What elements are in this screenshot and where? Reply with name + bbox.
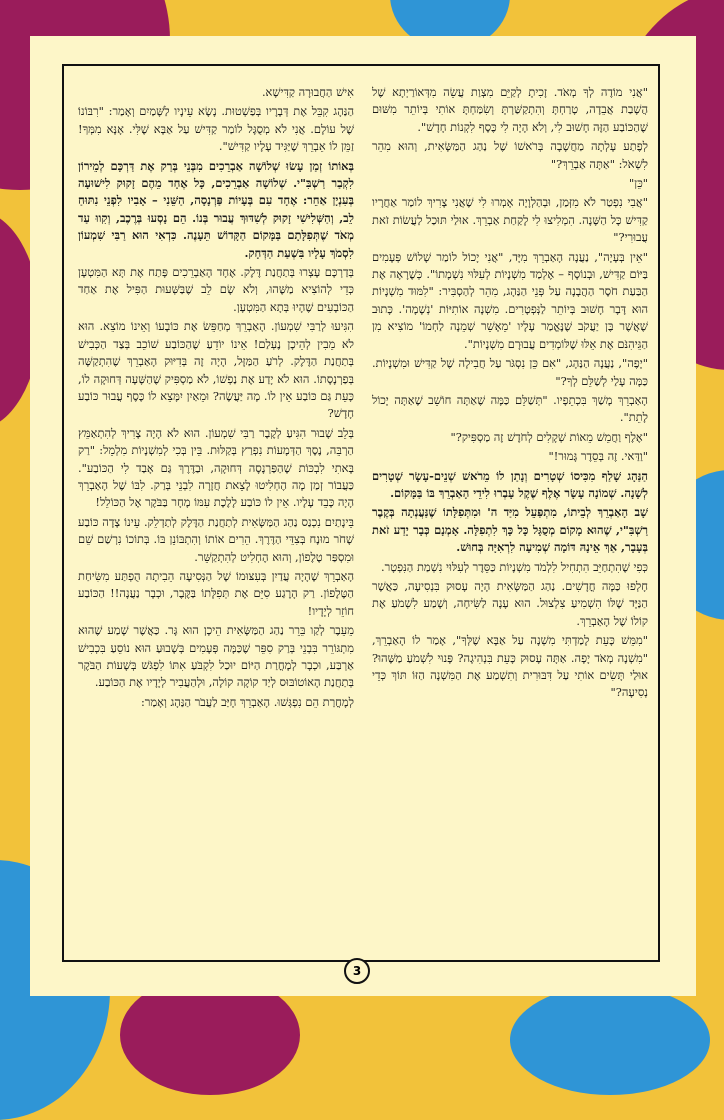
paragraph: בְּדַרְכָּם עָצְרוּ בְּתַחֲנַת דֶּלֶק. אֶחָד הָאַבְרֵכִים פָּתַח אֶת תָּא הַמִּטְעָן כְּדֵי לְהוֹצִיא מַשֶּׁהוּ, וְלֹא שָׂם לֵב שֶׁבַּשְּׁעוּת הַפִּיל אֶת אַחַד הַכּוֹבָעִים שֶׁהָיוּ בְּתָא הַמִּטְעָן. bbox=[78, 265, 354, 314]
paragraph: מֵעֵבֶר לְקַו בֵּרֵר נַהַג הַמַּשָּׂאִית הֵיכָן הוּא גָּר. כַּאֲשֶׁר שָׁמַע שֶׁהוּא מִתְגּוֹרֵר בִּבְנֵי בְּרַק סִפֵּר שֶׁכַּמָּה פְּעָמִים בְּשָׁבוּעַ הוּא נוֹסֵעַ בִּכְבִישׁ אַרְבַּע, וּכְבָר לְמָחֳרַת הַיּוֹם יוּכַל לִקְבֹּעַ אִתּוֹ לִפְגֹּשׁ בְּשָׁעוֹת הַבֹּקֶר בְּתַחֲנַת הָאוֹטוֹבּוּס לְיַד קוֹקָה קוֹלָה, וּלְהַעֲבִיר לְיָדָיו אֶת הַכּוֹבַע. bbox=[78, 623, 354, 690]
paragraph: לְפֶתַע עָלְתָה מַחֲשָׁבָה בְּרֹאשׁוֹ שֶׁל נַהַג הַמַּשָּׂאִית, וְהוּא מִהֵר לִשְׁאֹל: "אַתָּה אַבְרֵךְ?" bbox=[372, 139, 648, 171]
paragraph: "וַדַּאי. זֶה בְּסֵדֶר גָּמוּר!" bbox=[548, 449, 648, 464]
paragraph: הִגִּיעוּ לְרַבִּי שִׁמְעוֹן. הָאַבְרֵךְ מְחַפֵּשׂ אֶת כּוֹבָעוֹ וְאֵינוֹ מוֹצֵא. הוּא לֹא מֵבִין לְהֵיכָן נֶעְלַם! אֵינוֹ יוֹדֵעַ שֶׁהַכּוֹבַע שׁוֹכֵב בְּצַד הַכְּבִישׁ בְּתַחֲנַת הַדֶּלֶק. לְרֹעַ הַמַּזָּל, הָיָה זֶה בְּדִיּוּק הָאַבְרֵךְ שֶׁהִתְקַשָּׁה בְּפַרְנָסָתוֹ. הוּא לֹא יָדַע אֶת נַפְשׁוֹ, לֹא מַסְפִּיק שֶׁהַשָּׁעָה דְּחוּקָה לוֹ, כָּעֵת גַּם כּוֹבַע אֵין לוֹ. מָה יַּעֲשֶׂה? וּמֵאַיִן יִמָּצֵא לוֹ כֶּסֶף עֲבוּר כּוֹבַע חָדָשׁ? bbox=[78, 319, 354, 421]
paragraph: "אֲנִי מוֹדֶה לְךָ מְאֹד. זָכִיתָ לְקַיֵּם מִצְוַת עֲשֵׂה מִדְּאוֹרַיְתָא שֶׁל הֲשָׁבַת אֲבֵדָה, טָרַחְתָּ וְהִתְקַשַּׁרְתָּ וְשִׂמַּחְתָּ אוֹתִי בְּיוֹתֵר מִשּׁוּם שֶׁהַכּוֹבַע הַזֶּה חָשׁוּב לִי, וְלֹא הָיָה לִי כֶּסֶף לִקְנוֹת חָדָשׁ". bbox=[372, 85, 648, 134]
paragraph: כְּפִי שֶׁהִתְחַיֵּב הִתְחִיל לִלְמֹד מִשְׁנָיוֹת כַּסֵּדֶר לְעִלּוּי נִשְׁמַת הַנִּפְטָר. bbox=[381, 559, 648, 574]
decor-blue-blob-bottom-right bbox=[510, 985, 710, 1095]
paragraph: "כֵּן" bbox=[629, 176, 648, 191]
left-column bbox=[372, 84, 648, 924]
paragraph: "יָפֶה", נַעֲנָה הַנַּהָג, "אִם כֵּן נִסְגֹּר עַל חֲבִילָה שֶׁל קַדִּישׁ וּמִשְׁנָיוֹת. כַּמָּה עָלַי לְשַׁלֵּם לְךָ?" bbox=[372, 356, 648, 388]
paragraph: בֵּינָתַיִם נִכְנַס נַהַג הַמַּשָּׂאִית לְתַחֲנַת הַדֶּלֶק לְתַדְלֵק. עֵינוֹ צָדָה כּוֹבַע שָׁחֹר מוּנָח בְּצִדֵּי הַדֶּרֶךְ. הֵרִים אוֹתוֹ וְהִתְבּוֹנֵן בּוֹ. בְּתוֹכוֹ נִרְשַׁם שֵׁם וּמִסְפַּר טֶלֶפוֹן, וְהוּא הֶחְלִיט לְהִתְקַשֵּׁר. bbox=[78, 514, 354, 564]
paragraph: "אֲבִי נִפְטַר לֹא מִזְּמַן, וּבְהַלְוָיָה אָמְרוּ לִי שֶׁאֲנִי צָרִיךְ לוֹמַר אַחֲרָיו קַדִּישׁ כָּל הַשָּׁנָה. הִמְלִיצוּ לִי לָקַחַת אַבְרֵךְ. אוּלַי תּוּכַל לַעֲשׂוֹת זֹאת עֲבוּרִי?" bbox=[372, 195, 648, 245]
paragraph: אִישׁ הַחֲבוּרָה קַדִּישָׁא. bbox=[261, 85, 354, 99]
article-body bbox=[78, 84, 648, 924]
paragraph: "מִמֵּשׁ כָּעֵת לָמַדְתִּי מִשְׁנָה עַל אַבָּא שֶׁלְּךָ", אָמַר לוֹ הָאַבְרֵךְ, "מִשְׁנָה מְאֹד יָפָה. אַתָּה עָסוּק כָּעֵת בִּנְהִיגָה? פָּנוּי לִשְׁמֹעַ מַשֶּׁהוּ? אוּלַי תָּשִׂים אוֹתִי עַל דִּבּוּרִית וְתִשְׁמַע אֶת הַמִּשְׁנָה הַזּוֹ תּוֹךְ כְּדֵי נְסִיעָה?" bbox=[372, 633, 648, 700]
right-column bbox=[78, 84, 354, 924]
paragraph: הָאַבְרֵךְ שֶׁהָיָה עֲדַיִן בְּעִצּוּמוֹ שֶׁל הַנְּסִיעָה הֵבִיתָה הֻפְתַּע מִשִּׂיחַת הַטֶּלֶפוֹן. רַק הָרֶגַע סִיֵּם אֶת תְּפִלָּתוֹ בַּקֶּבֶר, וּכְבָר נַעֲנָה!! הַכּוֹבַע חוֹזֵר לְיָדָיו! bbox=[78, 568, 354, 618]
paragraph: שָׁב הָאַבְרֵךְ לְבֵיתוֹ, מִתְפַּעֵל מִיַּד ה' וּמִתְּפִלָּתוֹ שֶׁנַּעֲנְתָה בְּקֶבֶר רַשְׁבִּ"י, שֶׁהוּא מָקוֹם מְסֻגָּל כָּל כָּךְ לִתְפִלָּה. אָמְנָם כְּבָר יָדַע זֹאת בְּעָבָר, אַךְ אֵינָהּ דּוֹמָה שְׁמִיעָה לִרְאִיָּה בְּחוּשׁ. bbox=[372, 505, 648, 555]
paragraph: בְּלֵב שָׁבוּר הִגִּיעַ לְקֶבֶר רַבִּי שִׁמְעוֹן. הוּא לֹא הָיָה צָרִיךְ לְהִתְאַמֵּץ הַרְבֵּה, נֶסֶךְ הַדְּמָעוֹת נִפְרַץ בְּקַלּוּת. בֵּין בְּכִי לְמִשְׁנָיוֹת מִלְמֵל: "רַק בָּאתִי לִבְכּוֹת שֶׁהַפַּרְנָסָה דְּחוּקָה, וּבַדֶּרֶךְ גַּם אָבַד לִי הַכּוֹבַע". כַּעֲבוֹר זְמַן מָה הֶחְלִיטוּ לָצֵאת חֲזָרָה לִבְנֵי בְּרַק. לִבּוֹ שֶׁל הָאַבְרֵךְ הָיָה כָּבֵד עָלָיו. אֵין לוֹ כּוֹבַע לָלֶכֶת עִמּוֹ מָחָר בַּבֹּקֶר אֶל הַכּוֹלֵל! bbox=[78, 425, 354, 510]
paragraph: הַנַּהָג שָׁלַף מִכִּיסוֹ שְׁטָרִים וְנָתַן לוֹ מֵרֹאשׁ שְׁנֵים-עָשָׂר שְׁטָרִים לְשָׁנָה. שְׁמוֹנָה עָשָׂר אֶלֶף שֶׁקֶל עָבְרוּ לִידֵי הָאַבְרֵךְ בּוֹ בַּמָּקוֹם. bbox=[372, 468, 648, 500]
paragraph: "אֵין בְּעָיָה", נַעֲנָה הָאַבְרֵךְ מִיָּד, "אֲנִי יָכוֹל לוֹמַר שָׁלוֹשׁ פְּעָמִים בַּיּוֹם קַדִּישׁ, וּבְנוֹסָף – אֶלְמַד מִשְׁנָיוֹת לְעִלּוּי נִשְׁמָתוֹ". כְּשֶׁרָאָה אֶת הַבַּעַת חֹסֶר הַהֲבָנָה עַל פְּנֵי הַנַּהָג, מִהֵר לְהַסְבִּיר: "לִמּוּד מִשְׁנָיוֹת הוּא דָּבָר חָשׁוּב בְּיוֹתֵר לַנְּפְטָרִים. מִשְׁנָה אוֹתִיּוֹת 'נְשָׁמָה'. כָּתוּב שֶׁאֲשֶׁר בֶּן יַעֲקֹב שֶׁנֶּאֱמַר עָלָיו 'מֵאָשֵׁר שְׁמֵנָה לַחְמוֹ' מוֹצִיא מִן הַגֵּיהִנֹּם אֶת אֵלּוּ שֶׁלּוֹמְדִים עֲבוּרָם מִשְׁנָיוֹת". bbox=[372, 249, 648, 351]
paragraph: חָלְפוּ כַּמָּה חֳדָשִׁים. נַהַג הַמַּשָּׂאִית הָיָה עָסוּק בִּנְסִיעָה, כַּאֲשֶׁר הַנַּיָּד שֶׁלּוֹ הִשְׁמִיעַ צִלְצוּל. הוּא עָנָה לַשִּׂיחָה, וְשָׁמַע לִשְׁמֹעַ אֶת קוֹלוֹ שֶׁל הָאַבְרֵךְ. bbox=[372, 578, 648, 628]
paragraph: לְמָחֳרַת הֵם נִפְגְּשׁוּ. הָאַבְרֵךְ חָיַּב לַעֲבֹר הַנַּהָג וְאָמַר: bbox=[140, 694, 354, 709]
paragraph: "אֶלֶף וַחֲמֵשׁ מֵאוֹת שְׁקָלִים לְחֹדֶשׁ זֶה מַסְפִּיק?" bbox=[450, 429, 648, 444]
paragraph: הָאַבְרֵךְ מָשַׁךְ בִּכְתֵפָיו. "תְּשַׁלֵּם כַּמָּה שֶׁאַתָּה חוֹשֵׁב שֶׁאַתָּה יָכוֹל לָתֵת". bbox=[372, 392, 648, 425]
paragraph: הַנַּהָג קִבֵּל אֶת דְּבָרָיו בְּפַשְׁטוּת. נָשָׂא עֵינָיו לַשָּׁמַיִם וְאָמַר: "רִבּוֹנוֹ שֶׁל עוֹלָם. אֲנִי לֹא מְסֻגָּל לוֹמַר קַדִּישׁ עַל אַבָּא שֶׁלִּי. אָנָּא מִמְּךָ! זַמֵּן לוֹ אֵבְרֵךְ שֶׁיַּגִּיד עָלָיו קַדִּישׁ". bbox=[78, 104, 354, 154]
paragraph: בְּאוֹתוֹ זְמַן עָשׂוּ שְׁלוֹשָׁה אַבְרֵכִים מִבְּנֵי בְּרַק אֶת דַּרְכָּם לְמֵירוֹן לִקְבַר רַשְׁבִּ"י. שְׁלוֹשָׁה אַבְרֵכִים, כָּל אֶחָד מֵהֶם זָקוּק לִישׁוּעָה בְּעִנְיָן אַחֵר: אֶחָד עִם בְּעָיוֹת פַּרְנָסָה, הַשֵּׁנִי – אָבִיו לִפְנֵי נִתּוּחַ לֵב, וְהַשְּׁלִישִׁי זָקוּק לְשִׁדּוּךְ עֲבוּר בְּנוֹ. הֵם נָסְעוּ בְּרֶכֶב, וְקִווּ עַד מְאֹד שֶׁתְּפִלָּתָם בַּמָּקוֹם הַקָּדוֹשׁ תֵּעָנֶה. כִּדְאִי הוּא רַבִּי שִׁמְעוֹן לִסְמֹךְ עָלָיו בִּשְׁעַת הַדְּחָק. bbox=[78, 158, 354, 260]
page-number: 3 bbox=[344, 958, 370, 984]
